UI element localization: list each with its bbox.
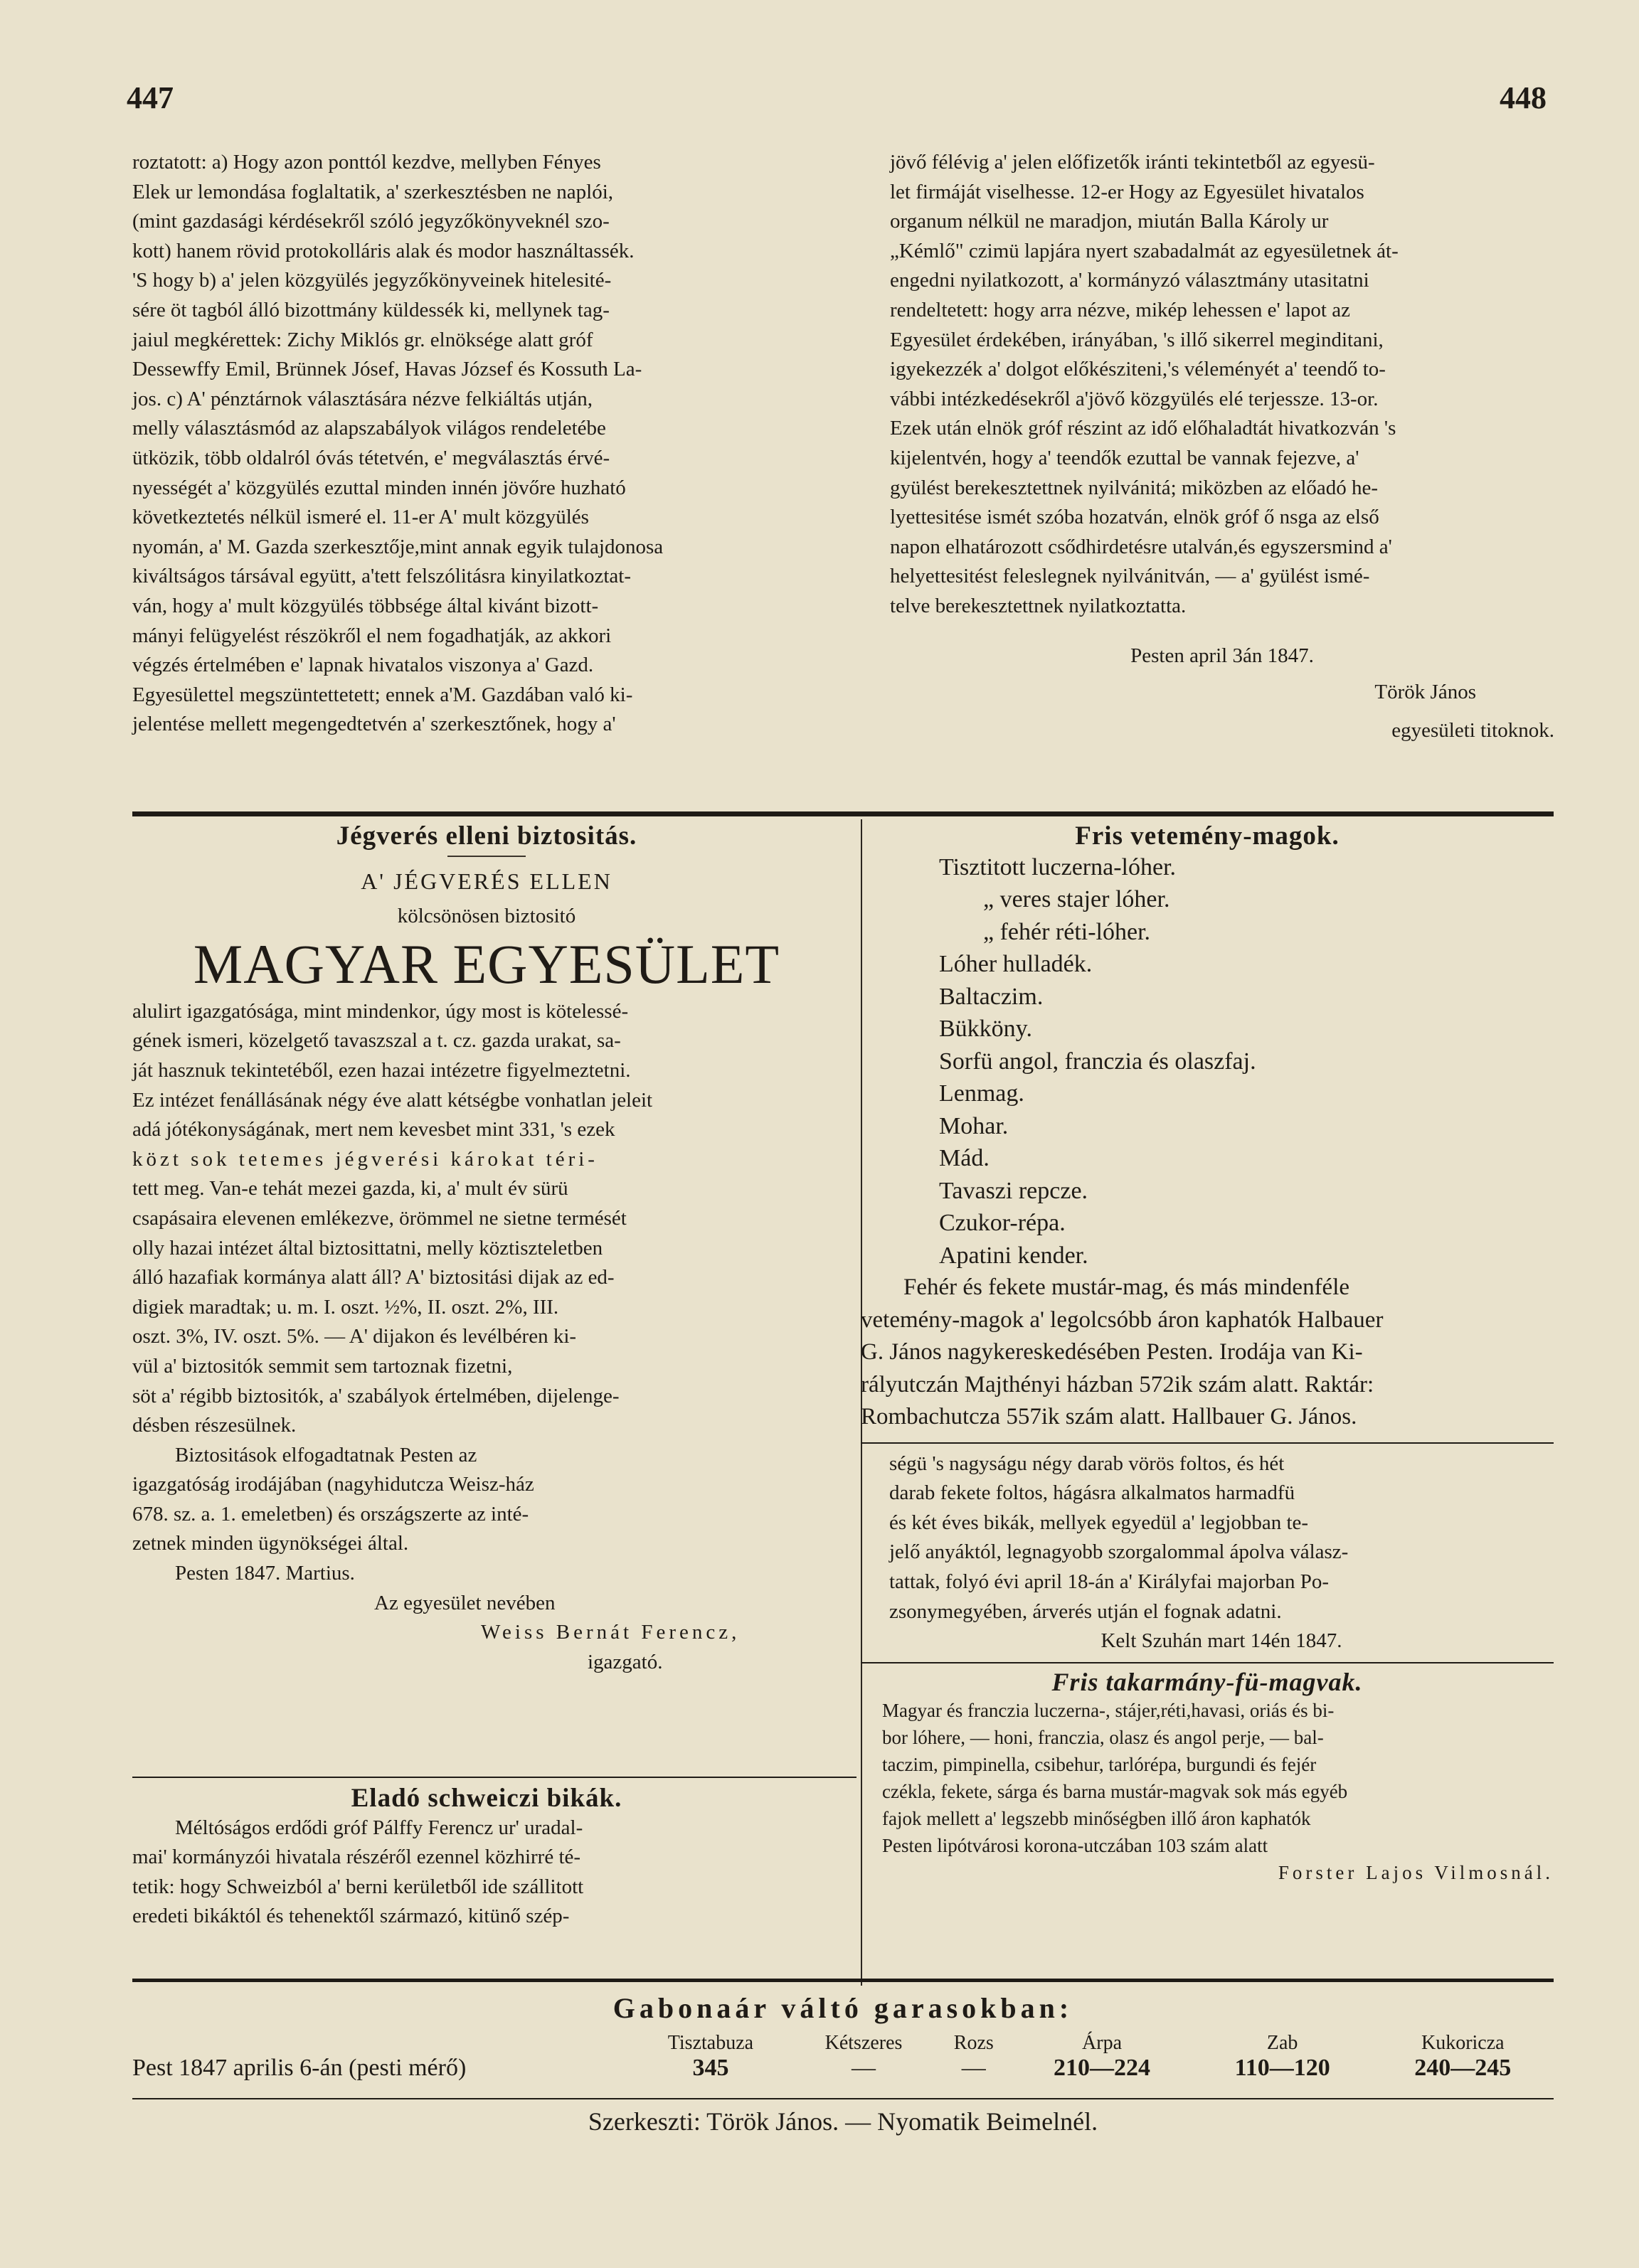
table-cell: 110—120: [1234, 2055, 1330, 2081]
text-line: Biztositások elfogadtatnak Pesten az: [175, 1443, 477, 1466]
text-line: 678. sz. a. 1. emeletben) és országszerte az inté-: [132, 1502, 529, 1526]
list-item: Tavaszi repcze.: [939, 1177, 1088, 1204]
text-line: Magyar és franczia luczerna-, stájer,réti,havasi, oriás és bi-: [882, 1700, 1335, 1722]
text-line: nyomán, a' M. Gazda szerkesztője,mint annak egyik tulajdonosa: [132, 535, 664, 558]
text-line: organum nélkül ne maradjon, miután Balla Károly ur: [890, 210, 1329, 233]
text-line: kiváltságos társával együtt, a'tett felszólitásra kinyilatkoztat-: [132, 565, 631, 588]
text-line: mai' kormányzói hivatala részéről ezennel közhirré té-: [132, 1846, 581, 1869]
ad-divider: [132, 1777, 856, 1778]
text-line: rendeltetett: hogy arra nézve, mikép lehessen e' lapot az: [890, 298, 1350, 321]
section-divider: [132, 1979, 1554, 1982]
text-line: zetnek minden ügynökségei által.: [132, 1532, 409, 1555]
text-line: taczim, pimpinella, csibehur, tarlórépa, burgundi és fejér: [882, 1754, 1317, 1776]
ad-title: Eladó schweiczi bikák.: [351, 1784, 622, 1813]
text-line: Pesten lipótvárosi korona-utczában 103 szám alatt: [882, 1835, 1268, 1857]
text-line: Rombachutcza 557ik szám alatt. Hallbauer G. János.: [861, 1404, 1357, 1430]
text-line: darab fekete foltos, hágásra alkalmatos harmadfü: [889, 1481, 1295, 1505]
text-line: végzés értelmében e' lapnak hivatalos viszonya a' Gazd.: [132, 654, 594, 677]
list-item: „ fehér réti-lóher.: [983, 918, 1151, 945]
text-line: vetemény-magok a' legolcsóbb áron kaphatók Halbauer: [861, 1306, 1384, 1333]
text-line: Egyesülettel megszüntettetett; ennek a'M. Gazdában való ki-: [132, 683, 633, 706]
list-item: Czukor-répa.: [939, 1210, 1066, 1237]
list-item: Apatini kender.: [939, 1242, 1088, 1269]
prices-title: Gabonaár váltó garasokban:: [612, 1992, 1073, 2024]
list-item: Lenmag.: [939, 1080, 1024, 1107]
text-line: eredeti bikáktól és tehenektől származó, kitünő szép-: [132, 1905, 570, 1928]
date-line: Pesten april 3án 1847.: [1130, 644, 1314, 667]
list-item: Baltaczim.: [939, 983, 1044, 1010]
text-line: mányi felügyelést részökről el nem fogadhatják, az akkori: [132, 624, 612, 647]
table-cell: 240—245: [1414, 2055, 1512, 2081]
table-header: Zab: [1266, 2032, 1298, 2054]
signature-name: Weiss Bernát Ferencz,: [481, 1621, 741, 1644]
text-line: igazgatóság irodájában (nagyhidutcza Weisz-ház: [132, 1473, 534, 1496]
right-top-column: [890, 148, 1554, 745]
page-number-left: 447: [127, 80, 174, 115]
page-number-right: 448: [1500, 80, 1547, 115]
table-header: Kukoricza: [1421, 2032, 1505, 2054]
list-item: Mád.: [939, 1145, 990, 1172]
text-line: következtetés nélkül ismeré el. 11-er A' mult közgyülés: [132, 506, 589, 529]
list-item: „ veres stajer lóher.: [983, 886, 1170, 913]
seeds-ad: [861, 821, 1554, 1886]
text-line: roztatott: a) Hogy azon ponttól kezdve, mellyben Fényes: [132, 151, 601, 174]
text-line: jelő anyáktól, legnagyobb szorgalommal ápolva válasz-: [889, 1540, 1349, 1564]
text-line: jelentése mellett megengedtetvén a' szerkesztőnek, hogy a': [132, 713, 616, 736]
list-item: Mohar.: [939, 1112, 1009, 1139]
signature-title: egyesületi titoknok.: [1391, 718, 1554, 742]
table-header: Kétszeres: [824, 2032, 903, 2054]
text-line: Ezek után elnök gróf részint az idő előhaladtát hivatkozván 's: [890, 417, 1396, 440]
text-line: tett meg. Van-e tehát mezei gazda, ki, a' mult év sürü: [132, 1177, 568, 1200]
text-line: let firmáját viselhesse. 12-er Hogy az Egyesület hivatalos: [890, 180, 1364, 203]
text-line: Méltóságos erdődi gróf Pálffy Ferencz ur' uradal-: [175, 1816, 583, 1839]
text-line: Fehér és fekete mustár-mag, és más mindenféle: [903, 1274, 1350, 1301]
text-line: jövő félévig a' jelen előfizetők iránti tekintetből az egyesü-: [890, 151, 1375, 174]
text-line: tattak, folyó évi april 18-án a' Királyfai majorban Po-: [889, 1570, 1330, 1593]
text-line: rályutczán Majthényi házban 572ik szám alatt. Raktár:: [861, 1371, 1374, 1397]
text-line: 'S hogy b) a' jelen közgyülés jegyzőkönyveinek hitelesité-: [132, 269, 612, 292]
table-cell: 345: [692, 2055, 729, 2081]
grain-prices: [132, 1991, 1554, 2082]
table-cell: —: [961, 2055, 986, 2081]
text-line: alulirt igazgatósága, mint mindenkor, úgy most is kötelessé-: [132, 999, 629, 1023]
text-line: igyekezzék a' dolgot előkésziteni,'s véleményét a' teendő to-: [890, 358, 1386, 381]
footer-imprint: Szerkeszti: Török János. — Nyomatik Beimelnél.: [588, 2107, 1098, 2136]
text-line: közt sok tetemes jégverési károkat téri-: [132, 1147, 598, 1171]
text-line: digiek maradtak; u. m. I. oszt. ½%, II. oszt. 2%, III.: [132, 1295, 559, 1319]
text-line: jaiul megkérettek: Zichy Miklós gr. elnöksége alatt gróf: [132, 328, 593, 351]
ad-divider: [861, 1442, 1554, 1444]
ad-title: Jégverés elleni biztositás.: [336, 821, 637, 851]
text-line: sére öt tagból álló bizottmány küldessék ki, mellynek tag-: [132, 298, 610, 321]
ad-big-title: MAGYAR EGYESÜLET: [193, 932, 780, 995]
text-line: csapásaira elevenen emlékezve, örömmel ne sietne termését: [132, 1206, 627, 1230]
signature-name: Forster Lajos Vilmosnál.: [1278, 1862, 1554, 1884]
text-line: melly választásmód az alapszabályok világos rendeletébe: [132, 417, 606, 440]
text-line: jos. c) A' pénztárnok választására nézve felkiáltás utján,: [132, 387, 593, 410]
section-divider: [132, 2098, 1554, 2099]
text-line: ván, hogy a' mult közgyülés többsége által kivánt bizott-: [132, 594, 599, 617]
text-line: Elek ur lemondása foglaltatik, a' szerkesztésben ne naplói,: [132, 180, 614, 203]
text-line: vül a' biztositók semmit sem tartoznak fizetni,: [132, 1354, 513, 1378]
prices-table: [132, 2029, 1554, 2082]
text-line: napon elhatározott csődhirdetésre utalván,és egyszersmind a': [890, 535, 1392, 558]
text-line: helyettesitést feleslegnek nyilvánitván, — a' gyülést ismé-: [890, 565, 1370, 588]
ad-subtitle-1: A' JÉGVERÉS ELLEN: [361, 868, 612, 894]
text-line: czékla, fekete, sárga és barna mustár-magvak sok más egyéb: [882, 1781, 1348, 1803]
text-line: telve berekesztettnek nyilatkoztatta.: [890, 594, 1187, 617]
signature-line: Az egyesület nevében: [374, 1591, 556, 1614]
text-line: „Kémlő" czimü lapjára nyert szabadalmát az egyesületnek át-: [890, 239, 1399, 262]
text-line: adá jótékonyságának, mert nem kevesbet mint 331, 's ezek: [132, 1118, 615, 1141]
ad-title: Fris takarmány-fü-magvak.: [1051, 1667, 1363, 1696]
ad-subtitle-2: kölcsönösen biztositó: [397, 905, 576, 928]
text-line: álló hazafiak kormánya alatt áll? A' biztositási dijak az ed-: [132, 1266, 615, 1289]
table-row: [132, 2055, 1554, 2082]
table-header-row: [132, 2029, 1554, 2055]
text-line: kijelentvén, hogy a' teendők ezuttal be vannak fejezve, a': [890, 446, 1359, 469]
table-header: Árpa: [1082, 2032, 1123, 2054]
insurance-ad: [132, 821, 841, 1677]
signature-title: igazgató.: [588, 1650, 663, 1673]
table-cell: 210—224: [1054, 2055, 1151, 2081]
text-line: nyességét a' közgyülés ezuttal minden innén jövőre huzható: [132, 476, 626, 499]
short-divider: [447, 856, 526, 857]
text-line: zsonymegyében, árverés utján el fognak adatni.: [889, 1599, 1282, 1623]
text-line: söt a' régibb biztositók, a' szabályok értelmében, dijelenge-: [132, 1384, 620, 1407]
text-line: (mint gazdasági kérdésekről szóló jegyzőkönyveknél szo-: [132, 210, 610, 233]
text-line: ját hasznuk tekintetéből, ezen hazai intézetre figyelmeztetni.: [132, 1058, 631, 1082]
text-line: tetik: hogy Schweizból a' berni kerületből ide szállitott: [132, 1875, 584, 1898]
table-cell: —: [852, 2055, 876, 2081]
text-line: oszt. 3%, IV. oszt. 5%. — A' dijakon és levélbéren ki-: [132, 1325, 577, 1348]
list-item: Lóher hulladék.: [939, 951, 1093, 978]
signature-name: Török János: [1374, 681, 1476, 704]
text-line: désben részesülnek.: [132, 1414, 297, 1437]
text-line: ütközik, több oldalról óvás tétetvén, e' megválasztás érvé-: [132, 446, 610, 469]
list-item: Sorfü angol, franczia és olaszfaj.: [939, 1048, 1256, 1075]
table-header: Rozs: [953, 2032, 994, 2054]
table-cell: Pest 1847 aprilis 6-án (pesti mérő): [132, 2055, 467, 2081]
text-line: Ez intézet fenállásának négy éve alatt kétségbe vonhatlan jeleit: [132, 1088, 653, 1112]
text-line: vábbi intézkedésekről a'jövő közgyülés elé terjessze. 13-or.: [890, 387, 1379, 410]
ad-title: Fris vetemény-magok.: [1075, 821, 1340, 851]
text-line: gének ismeri, közelgető tavaszszal a t. cz. gazda urakat, sa-: [132, 1029, 621, 1053]
ad-divider: [861, 1662, 1554, 1663]
left-top-column: [132, 148, 841, 740]
date-line: Kelt Szuhán mart 14én 1847.: [1100, 1629, 1342, 1653]
section-divider: [132, 811, 1554, 816]
text-line: gyülést berekesztettnek nyilvánitá; miközben az előadó he-: [890, 476, 1379, 499]
text-line: fajok mellett a' legszebb minőségben illő áron kaphatók: [882, 1808, 1311, 1830]
text-line: olly hazai intézet által biztosittatni, melly köztiszteletben: [132, 1236, 603, 1260]
list-item: Tisztitott luczerna-lóher.: [939, 853, 1177, 880]
text-line: és két éves bikák, mellyek egyedül a' legjobban te-: [889, 1511, 1309, 1534]
text-line: bor lóhere, — honi, franczia, olasz és angol perje, — bal-: [882, 1727, 1324, 1749]
table-header: Tisztabuza: [667, 2032, 754, 2054]
table-header: [132, 2029, 630, 2055]
text-line: engedni nyilatkozott, a' kormányzó választmány utasitatni: [890, 269, 1369, 292]
text-line: ségü 's nagyságu négy darab vörös foltos, és hét: [889, 1452, 1285, 1475]
text-line: G. János nagykereskedésében Pesten. Irodája van Ki-: [861, 1339, 1363, 1365]
text-line: lyettesitése ismét szóba hozatván, elnök gróf ő nsga az első: [890, 506, 1379, 529]
text-line: Egyesület érdekében, irányában, 's illő sikerrel meginditani,: [890, 328, 1384, 351]
list-item: Bükköny.: [939, 1016, 1032, 1043]
text-line: Dessewffy Emil, Brünnek Jósef, Havas József és Kossuth La-: [132, 358, 642, 381]
text-line: kott) hanem rövid protokolláris alak és modor használtassék.: [132, 239, 635, 262]
bulls-ad: [132, 1784, 841, 1932]
date-line: Pesten 1847. Martius.: [175, 1562, 355, 1585]
